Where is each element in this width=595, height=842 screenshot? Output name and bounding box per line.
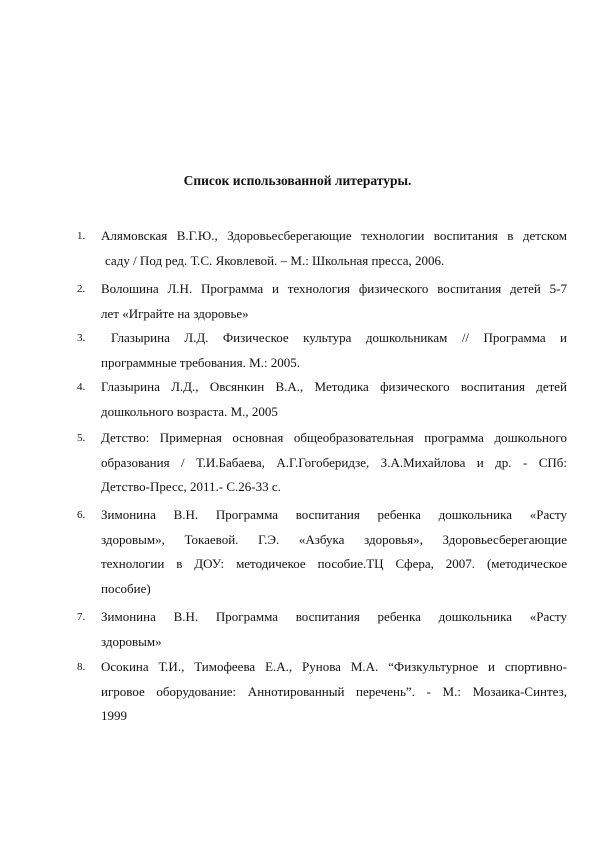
reference-line: здоровым» [101, 633, 162, 649]
reference-line: саду / Под ред. Т.С. Яковлевой. – М.: Школьная пресса, 2006. [105, 252, 445, 268]
reference-line: Осокина Т.И., Тимофеева Е.А., Рунова М.А. “Физкультурное и спортивно- [101, 659, 567, 674]
reference-line: Глазырина Л.Д., Овсянкин В.А., Методика физического воспитания детей [101, 379, 567, 394]
reference-text [101, 503, 567, 601]
reference-line: образования / Т.И.Бабаева, А.Г.Гогоберидзе, З.А.Михайлова и др. - СПб: [101, 454, 567, 470]
reference-number: 1. [77, 230, 86, 242]
reference-line: технологии в ДОУ: методичекое пособие.ТЦ Сфера, 2007. (методическое [101, 556, 567, 571]
reference-line: Зимонина В.Н. Программа воспитания ребенка дошкольника «Расту [101, 609, 567, 624]
reference-line: Глазырина Л.Д. Физическое культура дошкольникам // Программа и [111, 330, 567, 345]
reference-number: 3. [77, 332, 86, 344]
reference-line: лет «Играйте на здоровье» [101, 305, 249, 321]
reference-text [101, 655, 567, 729]
reference-number: 8. [77, 661, 86, 673]
reference-number: 2. [77, 283, 86, 295]
reference-line: здоровым», Токаевой. Г.Э. «Азбука здоровья», Здоровьесберегающие [101, 531, 567, 547]
reference-text [101, 375, 567, 424]
reference-number: 4. [77, 381, 86, 393]
reference-text [101, 605, 567, 654]
reference-number: 6. [77, 509, 86, 521]
page-title: Список использованной литературы. [183, 173, 412, 188]
reference-text [101, 426, 567, 500]
reference-text [101, 326, 567, 375]
reference-line: Детство-Пресс, 2011.- С.26-33 с. [101, 479, 281, 494]
reference-line: Алямовская В.Г.Ю., Здоровьесберегающие технологии воспитания в детском [101, 228, 567, 243]
reference-line: программные требования. М.: 2005. [101, 354, 300, 370]
reference-line: 1999 [101, 708, 127, 723]
reference-line: дошкольного возраста. М., 2005 [101, 403, 278, 419]
reference-text [101, 224, 567, 273]
reference-line: Волошина Л.Н. Программа и технология физического воспитания детей 5-7 [101, 281, 567, 296]
reference-line: Зимонина В.Н. Программа воспитания ребенка дошкольника «Расту [101, 507, 567, 522]
reference-text [101, 277, 567, 326]
reference-line: игровое оборудование: Аннотированный перечень”. - М.: Мозаика-Синтез, [101, 683, 567, 699]
reference-number: 7. [77, 611, 86, 623]
reference-number: 5. [77, 432, 86, 444]
reference-line: Детство: Примерная основная общеобразовательная программа дошкольного [101, 430, 567, 445]
reference-line: пособие) [101, 580, 151, 596]
